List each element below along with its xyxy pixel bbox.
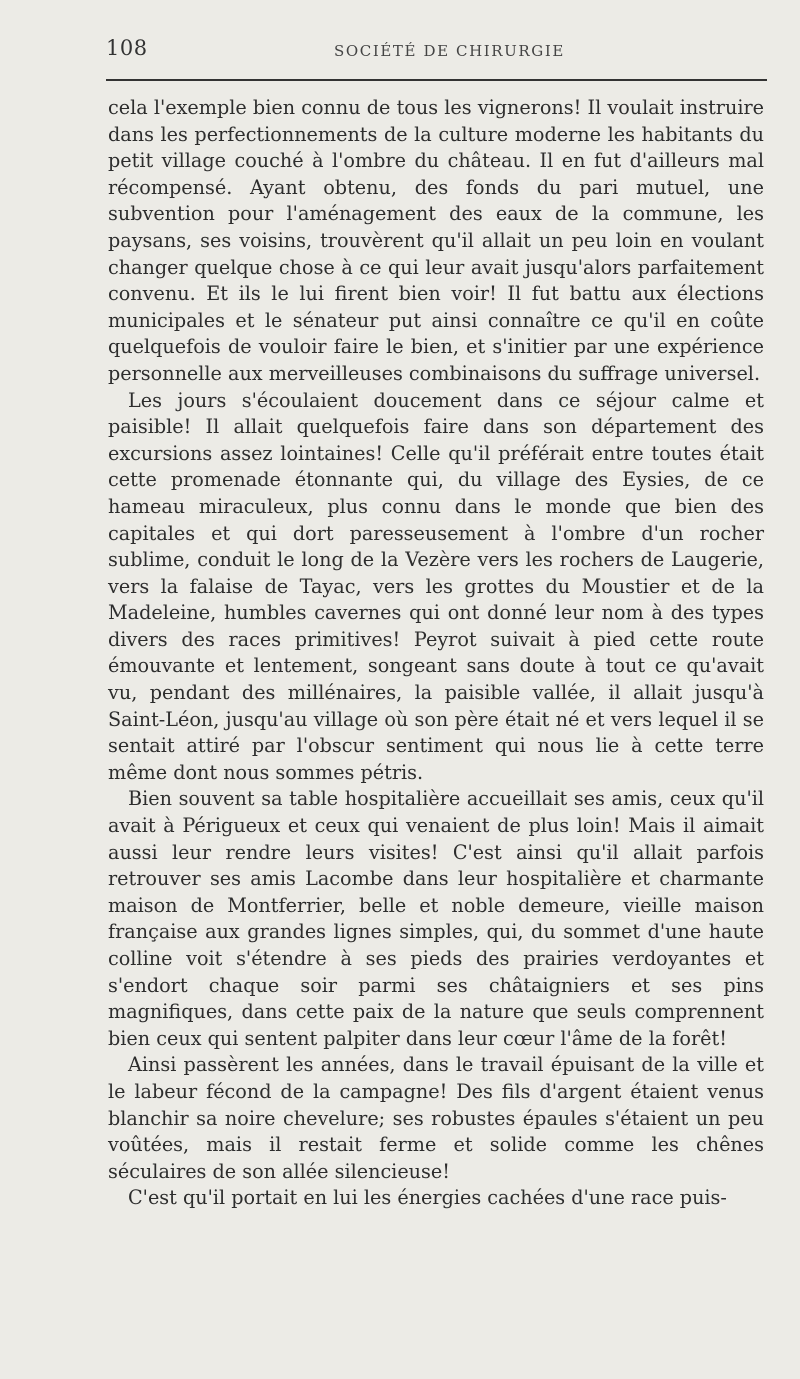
paragraph: Bien souvent sa table hospitalière accueillait ses amis, ceux qu'il avait à Périgueux et ceux qui venaient de plus loin! Mais il aimait aussi leur rendre leurs visites! C'est ainsi qu'il allait parfois retrouver ses amis Lacombe dans leur hospitalière et charmante maison de Montferrier, belle et noble demeure, vieille maison française aux grandes lignes simples, qui, du sommet d'une haute colline voit s'étendre à ses pieds des prairies verdoyantes et s'endort chaque soir parmi ses châtaigniers et ses pins magnifiques, dans cette paix de la nature que seuls comprennent bien ceux qui sentent palpiter dans leur cœur l'âme de la forêt!	[108, 787, 764, 1050]
page-header	[106, 36, 766, 66]
paragraph: Ainsi passèrent les années, dans le travail épuisant de la ville et le labeur fécond de la campagne! Des fils d'argent étaient venus blanchir sa noire chevelure; ses robustes épaules s'étaient un peu voûtées, mais il restait ferme et solide comme les chênes séculaires de son allée silencieuse!	[108, 1053, 764, 1183]
paragraph: C'est qu'il portait en lui les énergies cachées d'une race puis-	[128, 1186, 727, 1210]
paragraph: Les jours s'écoulaient doucement dans ce séjour calme et paisible! Il allait quelquefois faire dans son département des excursions assez lointaines! Celle qu'il préférait entre toutes était cette promenade étonnante qui, du village des Eysies, de ce hameau miraculeux, plus connu dans le monde que bien des capitales et qui dort paresseusement à l'ombre d'un rocher sublime, conduit le long de la Vezère vers les rochers de Laugerie, vers la falaise de Tayac, vers les grottes du Moustier et de la Madeleine, humbles cavernes qui ont donné leur nom à des types divers des races primitives! Peyrot suivait à pied cette route émouvante et lentement, songeant sans doute à tout ce qu'avait vu, pendant des millénaires, la paisible vallée, il allait jusqu'à Saint-Léon, jusqu'au village où son père était né et vers lequel il se sentait attiré par l'obscur sentiment qui nous lie à cette terre même dont nous sommes pétris.	[108, 388, 764, 784]
paragraph: cela l'exemple bien connu de tous les vignerons! Il voulait instruire dans les perfectionnements de la culture moderne les habitants du petit village couché à l'ombre du château. Il en fut d'ailleurs mal récompensé. Ayant obtenu, des fonds du pari mutuel, une subvention pour l'aménagement des eaux de la commune, les paysans, ses voisins, trouvèrent qu'il allait un peu loin en voulant changer quelque chose à ce qui leur avait jusqu'alors parfaitement convenu. Et ils le lui firent bien voir! Il fut battu aux élections municipales et le sénateur put ainsi connaître ce qu'il en coûte quelquefois de vouloir faire le bien, et s'initier par une expérience personnelle aux merveilleuses combinaisons du suffrage universel.	[108, 96, 764, 385]
running-head: SOCIÉTÉ DE CHIRURGIE	[334, 42, 565, 60]
body-text	[108, 95, 764, 1212]
page-number: 108	[106, 36, 148, 60]
header-rule	[106, 79, 767, 81]
